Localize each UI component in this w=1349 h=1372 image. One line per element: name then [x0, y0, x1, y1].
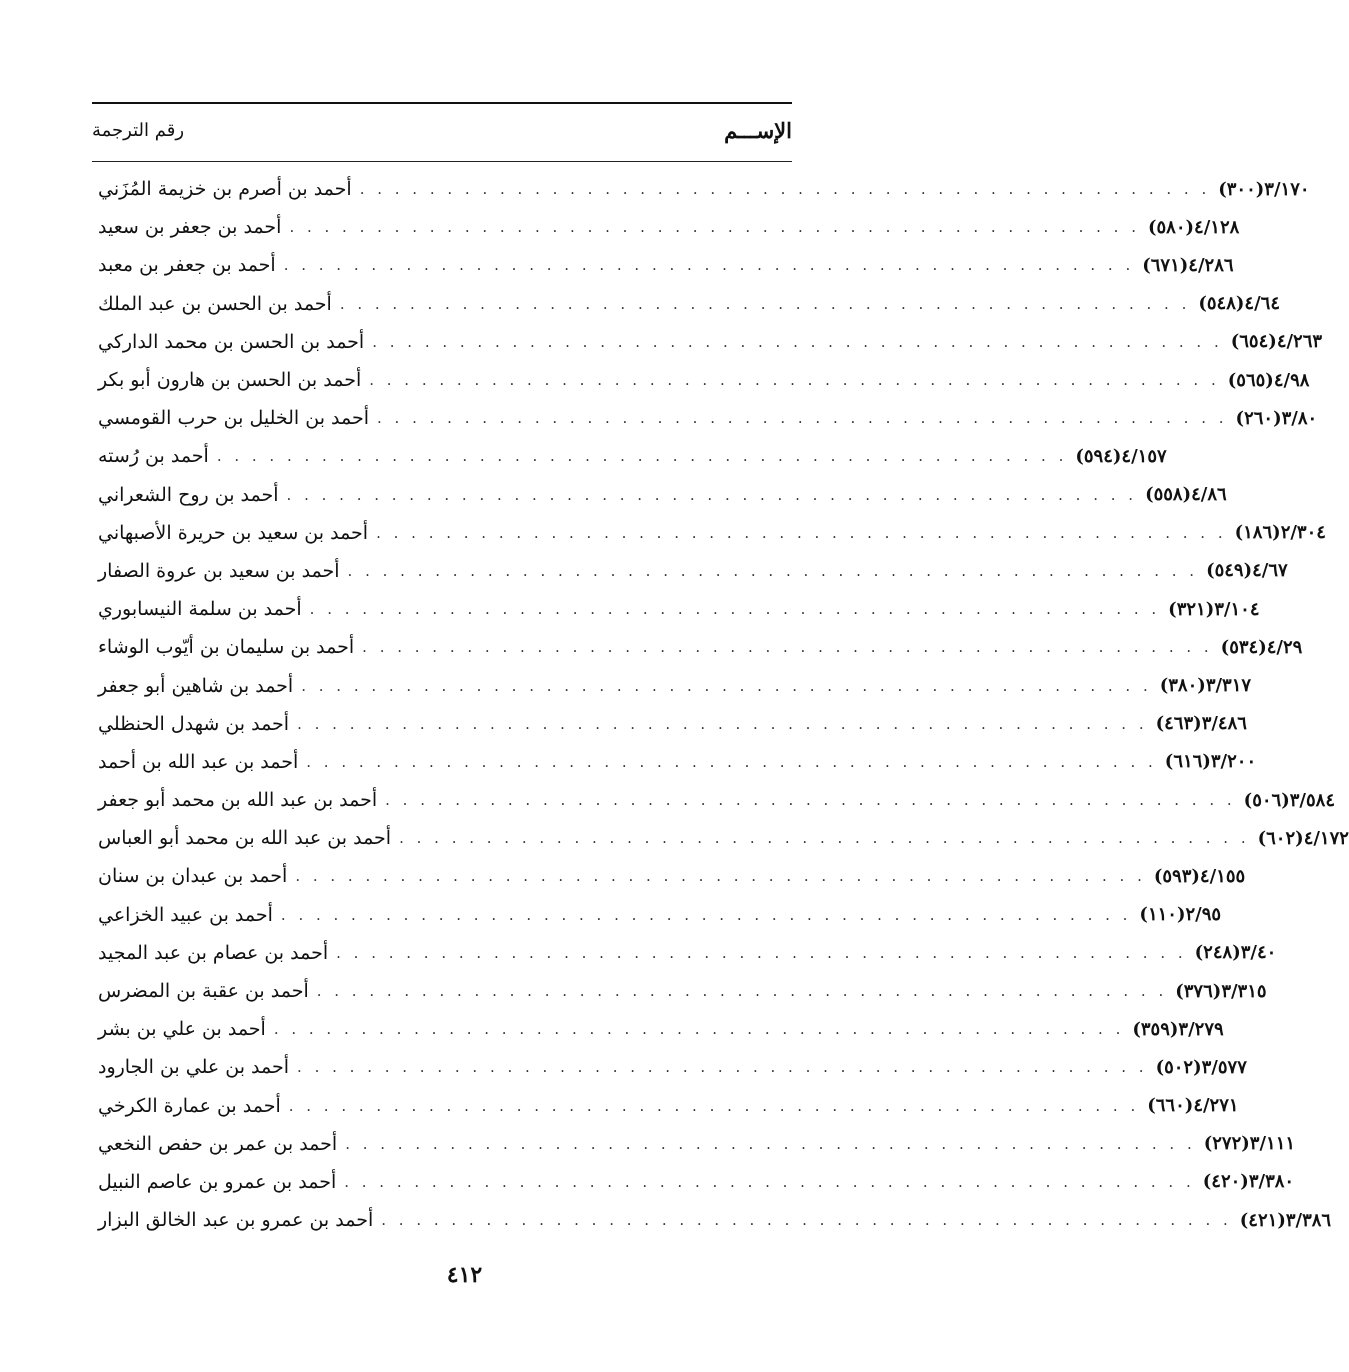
- leader-dots: . . . . . . . . . . . . . . . . . . . . . . . . . . . . . . . . . . . . . . . . . . . . . . . . .: [216, 447, 1068, 466]
- entry-reference: ٣/٣١٧(٣٨٠): [1159, 675, 1252, 697]
- index-entry: [92, 323, 1323, 361]
- leader-dots: . . . . . . . . . . . . . . . . . . . . . . . . . . . . . . . . . . . . . . . . . . . . . . . . .: [347, 561, 1199, 580]
- entry-reference: ٣/١١١(٢٧٢): [1203, 1133, 1296, 1155]
- leader-dots: . . . . . . . . . . . . . . . . . . . . . . . . . . . . . . . . . . . . . . . . . . . . . . . . .: [280, 905, 1132, 924]
- entry-name: أحمد بن روح الشعراني: [98, 483, 279, 506]
- index-entry: [92, 285, 1280, 323]
- entry-reference: ٤/٢٩(٥٣٤): [1220, 636, 1303, 658]
- entry-reference: ٤/٢٦٣(٦٥٤): [1230, 331, 1323, 353]
- header-rule: [92, 161, 792, 162]
- leader-dots: . . . . . . . . . . . . . . . . . . . . . . . . . . . . . . . . . . . . . . . . . . . . . . . . .: [306, 752, 1157, 771]
- leader-dots: . . . . . . . . . . . . . . . . . . . . . . . . . . . . . . . . . . . . . . . . . . . . . . . . .: [381, 1211, 1232, 1230]
- entry-name: أحمد بن عمر بن حفص النخعي: [98, 1132, 338, 1155]
- entry-name: أحمد بن عبدان بن سنان: [98, 865, 288, 888]
- entry-name: أحمد بن عمارة الكرخي: [98, 1094, 281, 1117]
- leader-dots: . . . . . . . . . . . . . . . . . . . . . . . . . . . . . . . . . . . . . . . . . . . . . . . . .: [359, 180, 1211, 199]
- leader-dots: . . . . . . . . . . . . . . . . . . . . . . . . . . . . . . . . . . . . . . . . . . . . . . . . .: [309, 600, 1161, 619]
- entry-name: أحمد بن الحسن بن هارون أبو بكر: [98, 369, 362, 392]
- index-entry: [92, 1163, 1295, 1201]
- entry-name: أحمد بن عبيد الخزاعي: [98, 903, 273, 926]
- entry-name: أحمد بن عمرو بن عاصم النبيل: [98, 1170, 337, 1193]
- entry-reference: ٣/٤٨٦(٤٦٣): [1155, 713, 1247, 735]
- entry-reference: ٢/٣٠٤(١٨٦): [1234, 522, 1326, 544]
- index-entry: [92, 514, 1326, 552]
- index-entry: [92, 1048, 1247, 1086]
- column-header-number: رقم الترجمة: [92, 120, 185, 141]
- entry-name: أحمد بن عبد الله بن محمد أبو جعفر: [98, 789, 378, 812]
- index-entry: [92, 743, 1257, 781]
- index-entry: [92, 437, 1167, 475]
- column-header-name: الإســـم: [724, 118, 792, 143]
- index-entry: [92, 1125, 1296, 1163]
- entry-name: أحمد بن الخليل بن حرب القومسي: [98, 407, 370, 430]
- top-rule: [92, 102, 792, 104]
- leader-dots: . . . . . . . . . . . . . . . . . . . . . . . . . . . . . . . . . . . . . . . . . . . . . . . . .: [399, 829, 1250, 848]
- entry-name: أحمد بن عصام بن عبد المجيد: [98, 941, 329, 964]
- index-entry: [92, 628, 1303, 666]
- entry-name: أحمد بن الحسن بن عبد الملك: [98, 292, 332, 315]
- leader-dots: . . . . . . . . . . . . . . . . . . . . . . . . . . . . . . . . . . . . . . . . . . . . . . . . .: [297, 1058, 1148, 1077]
- entry-reference: ٣/٣١٥(٣٧٦): [1175, 980, 1267, 1002]
- index-entry: [92, 361, 1310, 399]
- leader-dots: . . . . . . . . . . . . . . . . . . . . . . . . . . . . . . . . . . . . . . . . . . . . . . . . .: [283, 256, 1135, 275]
- entry-reference: ٣/١٧٠(٣٠٠): [1218, 178, 1310, 200]
- index-entry: [92, 552, 1288, 590]
- index-entry: [92, 896, 1222, 934]
- leader-dots: . . . . . . . . . . . . . . . . . . . . . . . . . . . . . . . . . . . . . . . . . . . . . . . . .: [339, 294, 1191, 313]
- index-entry: [92, 399, 1318, 437]
- entry-name: أحمد بن علي بن بشر: [98, 1018, 266, 1041]
- entry-name: أحمد بن عقبة بن المضرس: [98, 980, 309, 1003]
- entry-name: أحمد بن الحسن بن محمد الداركي: [98, 330, 365, 353]
- index-entry: [92, 819, 1349, 857]
- entry-reference: ٣/٨٠(٢٦٠): [1235, 407, 1318, 429]
- index-entry: [92, 590, 1260, 628]
- leader-dots: . . . . . . . . . . . . . . . . . . . . . . . . . . . . . . . . . . . . . . . . . . . . . . . . .: [297, 714, 1148, 733]
- leader-dots: . . . . . . . . . . . . . . . . . . . . . . . . . . . . . . . . . . . . . . . . . . . . . . . . .: [316, 982, 1168, 1001]
- index-entry: [92, 934, 1277, 972]
- entry-name: أحمد بن سلمة النيسابوري: [98, 598, 302, 621]
- entry-reference: ٣/٤٠(٢٤٨): [1194, 942, 1277, 964]
- entry-reference: ٢/٩٥(١١٠): [1139, 904, 1222, 926]
- leader-dots: . . . . . . . . . . . . . . . . . . . . . . . . . . . . . . . . . . . . . . . . . . . . . . . . .: [376, 523, 1227, 542]
- index-entry: [92, 1087, 1239, 1125]
- entry-reference: ٣/٣٨٦(٤٢١): [1239, 1209, 1332, 1231]
- page-number: ٤١٢: [446, 1262, 483, 1288]
- leader-dots: . . . . . . . . . . . . . . . . . . . . . . . . . . . . . . . . . . . . . . . . . . . . . . . . .: [336, 943, 1187, 962]
- entry-reference: ٤/٩٨(٥٦٥): [1227, 369, 1310, 391]
- index-entry: [92, 1010, 1224, 1048]
- entry-name: أحمد بن عبد الله بن أحمد: [98, 750, 299, 773]
- leader-dots: . . . . . . . . . . . . . . . . . . . . . . . . . . . . . . . . . . . . . . . . . . . . . . . . .: [345, 1134, 1196, 1153]
- entry-name: أحمد بن شهدل الحنظلي: [98, 712, 290, 735]
- index-entry: [92, 666, 1252, 704]
- entry-reference: ٤/٢٨٦(٦٧١): [1142, 254, 1234, 276]
- index-entry: [92, 246, 1234, 284]
- entry-reference: ٤/١٧٢(٦٠٢): [1257, 827, 1349, 849]
- entry-reference: ٤/٢٧١(٦٦٠): [1147, 1095, 1239, 1117]
- entry-name: أحمد بن علي بن الجارود: [98, 1056, 290, 1079]
- entry-reference: ٣/٢٧٩(٣٥٩): [1132, 1018, 1224, 1040]
- entry-reference: ٣/٣٨٠(٤٢٠): [1202, 1171, 1295, 1193]
- index-entry: [92, 972, 1267, 1010]
- index-entry: [92, 1201, 1332, 1239]
- entry-reference: ٤/١٢٨(٥٨٠): [1147, 216, 1240, 238]
- entry-reference: ٤/٦٧(٥٤٩): [1206, 560, 1288, 582]
- leader-dots: . . . . . . . . . . . . . . . . . . . . . . . . . . . . . . . . . . . . . . . . . . . . . . . . .: [301, 676, 1152, 695]
- leader-dots: . . . . . . . . . . . . . . . . . . . . . . . . . . . . . . . . . . . . . . . . . . . . . . . . .: [295, 867, 1146, 886]
- entry-reference: ٤/١٥٧(٥٩٤): [1075, 445, 1167, 467]
- entry-name: أحمد بن عبد الله بن محمد أبو العباس: [98, 827, 392, 850]
- index-entry: [92, 781, 1335, 819]
- leader-dots: . . . . . . . . . . . . . . . . . . . . . . . . . . . . . . . . . . . . . . . . . . . . . . . . .: [344, 1172, 1195, 1191]
- entry-name: أحمد بن جعفر بن معبد: [98, 254, 276, 277]
- index-list: [92, 170, 1349, 1239]
- index-entry: [92, 857, 1246, 895]
- index-entry: [92, 208, 1240, 246]
- leader-dots: . . . . . . . . . . . . . . . . . . . . . . . . . . . . . . . . . . . . . . . . . . . . . . . . .: [362, 638, 1213, 657]
- leader-dots: . . . . . . . . . . . . . . . . . . . . . . . . . . . . . . . . . . . . . . . . . . . . . . . . .: [377, 409, 1228, 428]
- leader-dots: . . . . . . . . . . . . . . . . . . . . . . . . . . . . . . . . . . . . . . . . . . . . . . . . .: [372, 332, 1223, 351]
- entry-reference: ٤/١٥٥(٥٩٣): [1153, 865, 1246, 887]
- leader-dots: . . . . . . . . . . . . . . . . . . . . . . . . . . . . . . . . . . . . . . . . . . . . . . . . .: [273, 1020, 1125, 1039]
- index-entry: [92, 705, 1247, 743]
- entry-name: أحمد بن عمرو بن عبد الخالق البزار: [98, 1209, 374, 1232]
- entry-name: أحمد بن سعيد بن حريرة الأصبهاني: [98, 521, 369, 544]
- leader-dots: . . . . . . . . . . . . . . . . . . . . . . . . . . . . . . . . . . . . . . . . . . . . . . . . .: [289, 218, 1140, 237]
- entry-name: أحمد بن رُسته: [98, 445, 209, 468]
- entry-name: أحمد بن أصرم بن خزيمة المُزَني: [98, 178, 352, 201]
- index-entry: [92, 476, 1227, 514]
- leader-dots: . . . . . . . . . . . . . . . . . . . . . . . . . . . . . . . . . . . . . . . . . . . . . . . . .: [288, 1096, 1140, 1115]
- entry-reference: ٣/٢٠٠(٦١٦): [1164, 751, 1257, 773]
- entry-reference: ٣/٥٧٧(٥٠٢): [1155, 1056, 1247, 1078]
- entry-reference: ٣/١٠٤(٣٢١): [1168, 598, 1260, 620]
- leader-dots: . . . . . . . . . . . . . . . . . . . . . . . . . . . . . . . . . . . . . . . . . . . . . . . . .: [286, 485, 1138, 504]
- entry-reference: ٤/٦٤(٥٤٨): [1198, 293, 1280, 315]
- entry-name: أحمد بن شاهين أبو جعفر: [98, 674, 294, 697]
- index-entry: [92, 170, 1310, 208]
- entry-name: أحمد بن سعيد بن عروة الصفار: [98, 559, 340, 582]
- entry-name: أحمد بن سليمان بن أيّوب الوشاء: [98, 636, 355, 659]
- entry-reference: ٣/٥٨٤(٥٠٦): [1243, 789, 1335, 811]
- leader-dots: . . . . . . . . . . . . . . . . . . . . . . . . . . . . . . . . . . . . . . . . . . . . . . . . .: [369, 371, 1220, 390]
- entry-name: أحمد بن جعفر بن سعيد: [98, 216, 282, 239]
- entry-reference: ٤/٨٦(٥٥٨): [1145, 484, 1227, 506]
- leader-dots: . . . . . . . . . . . . . . . . . . . . . . . . . . . . . . . . . . . . . . . . . . . . . . . . .: [385, 791, 1236, 810]
